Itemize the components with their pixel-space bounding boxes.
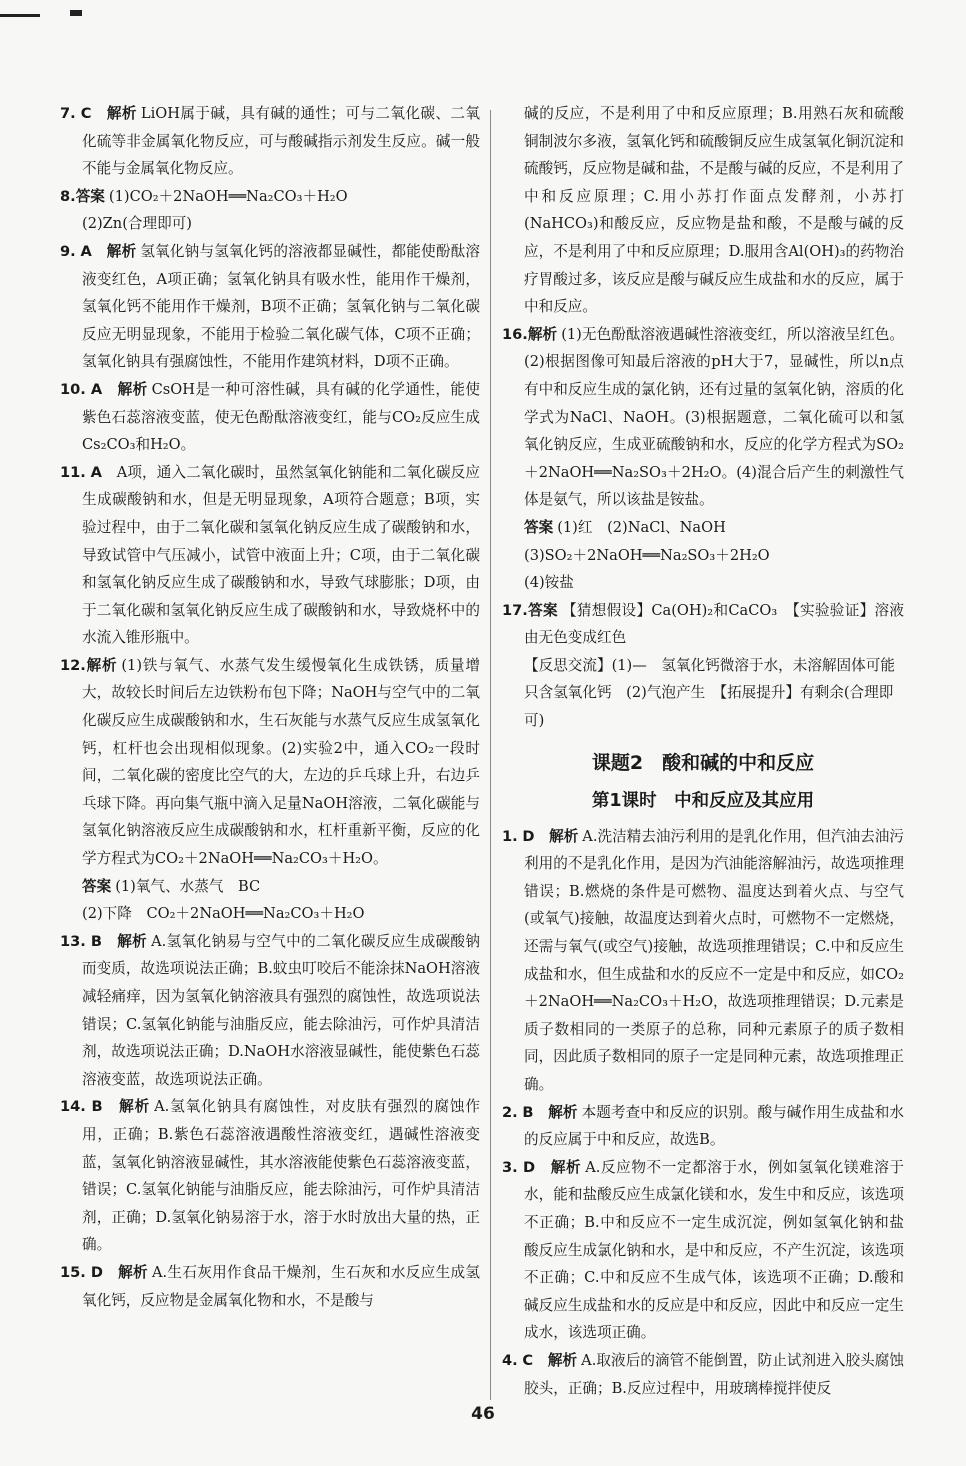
answer-entry <box>502 1347 904 1402</box>
question-number: 12. <box>60 656 86 674</box>
entry-group <box>502 823 904 1402</box>
section-title: 课题2 酸和碱的中和反应 <box>591 751 815 774</box>
question-number: 17. <box>502 601 528 619</box>
entry-text: A.取液后的滴管不能倒置，防止试剂进入胶头腐蚀胶头，正确；B.反应过程中，用玻璃棒搅拌使反 <box>524 1351 904 1397</box>
entry-text: 【猜想假设】Ca(OH)₂和CaCO₃ 【实验验证】溶液由无色变成红色 <box>524 601 904 647</box>
choice-letter: D <box>90 1263 103 1281</box>
answer-entry <box>502 597 904 652</box>
entry-text: LiOH属于碱，具有碱的通性；可与二氧化碳、二氧化硫等非金属氧化物反应，可与酸碱指示剂发生反应。碱一般不能与金属氧化物反应。 <box>82 105 480 178</box>
entry-label: 解析 <box>527 325 558 343</box>
entry-group <box>502 321 904 735</box>
question-number: 3. <box>502 1158 518 1176</box>
lesson-title: 第1课时 中和反应及其应用 <box>591 790 815 811</box>
entry-label: 解析 <box>85 656 118 674</box>
choice-letter: B <box>91 1098 103 1116</box>
answer-text: (1)红 (2)NaCl、NaOH <box>557 518 726 536</box>
right-column <box>502 100 904 1402</box>
answer-entry <box>502 823 904 1099</box>
page-number: 46 <box>471 1404 495 1424</box>
choice-letter: C <box>80 105 92 122</box>
entry-text: 氢氧化钠与氢氧化钙的溶液都显碱性，都能使酚酞溶液变红色，A项正确；氢氧化钠具有吸水性，能用作干燥剂，氢氧化钙不能用作干燥剂，B项不正确；氢氧化钠与二氧化碳反应无明显现象，不能用于检验二氧化碳气体，C项不正确；氢氧化钠具有强腐蚀性，不能用作建筑材料，D项不正确。 <box>82 242 480 371</box>
answer-entry <box>60 100 480 183</box>
choice-letter: B <box>522 1103 534 1121</box>
entry-text: (1)CO₂＋2NaOH══Na₂CO₃＋H₂O <box>108 187 348 205</box>
sub-answer-line: (2)Zn(合理即可) <box>82 215 192 233</box>
question-number: 1. <box>502 827 518 845</box>
answer-entry <box>60 1259 480 1314</box>
entry-label: 解析 <box>106 105 137 122</box>
choice-letter: A <box>80 242 92 260</box>
choice-letter: D <box>522 1158 536 1176</box>
question-number: 16. <box>502 325 528 343</box>
answer-entry <box>60 1093 480 1259</box>
question-number: 13. <box>60 932 86 950</box>
choice-letter: A <box>90 380 103 398</box>
entry-label: 解析 <box>117 932 148 950</box>
entry-text: CsOH是一种可溶性碱，具有碱的化学通性，能使紫色石蕊溶液变蓝，使无色酚酞溶液变红，能与CO₂反应生成Cs₂CO₃和H₂O。 <box>82 380 480 454</box>
entry-text: A.氢氧化钠具有腐蚀性，对皮肤有强烈的腐蚀作用，正确；B.紫色石蕊溶液遇酸性溶液变红，遇碱性溶液变蓝，氢氧化钠溶液显碱性，其水溶液能使紫色石蕊溶液变蓝，错误；C.氢氧化钠能与油脂反应，能去除油污，可作炉具清洁剂，正确；D.氢氧化钠易溶于水，溶于水时放出大量的热，正确。 <box>82 1098 480 1254</box>
entry-label: 解析 <box>548 1103 578 1121</box>
entry-label: 解析 <box>547 1351 578 1369</box>
choice-letter: D <box>522 827 535 845</box>
answer-entry <box>502 321 904 514</box>
answer-label: 答案 <box>82 877 112 895</box>
answer-entry <box>60 459 480 652</box>
entry-label: 答案 <box>527 601 558 619</box>
question-number: 2. <box>502 1103 518 1121</box>
question-number: 11. <box>60 463 86 481</box>
question-number: 7. <box>60 105 76 122</box>
answer-text: (1)氧气、水蒸气 BC <box>115 877 261 895</box>
left-column <box>60 100 480 1314</box>
answer-entry <box>502 1099 904 1154</box>
question-number: 10. <box>60 380 86 398</box>
entry-label: 解析 <box>117 380 148 398</box>
question-number: 8. <box>60 187 76 205</box>
entry-label: 解析 <box>119 1098 151 1116</box>
answer-line <box>502 514 904 542</box>
corner-mark <box>70 10 82 16</box>
answer-entry <box>60 376 480 459</box>
entry-continuation: 【反思交流】(1)— 氢氧化钙微溶于水，未溶解固体可能只含氢氧化钙 (2)气泡产生 【拓展提升】有剩余(合理即可) <box>524 656 895 730</box>
entry-text: A.反应物不一定都溶于水，例如氢氧化镁难溶于水，能和盐酸反应生成氯化镁和水，发生中和反应，该选项不正确；B.中和反应不一定生成沉淀，例如氢氧化钠和盐酸反应生成氯化钠和水，是中和反应，不产生沉淀，该选项不正确；C.中和反应不生成气体，该选项不正确；D.酸和碱反应生成盐和水的反应是中和反应，因此中和反应一定生成水，该选项正确。 <box>524 1158 904 1342</box>
entry-text: A.生石灰用作食品干燥剂，生石灰和水反应生成氢氧化钙，反应物是金属氧化物和水，不是酸与 <box>82 1263 480 1309</box>
sub-answer-line: (3)SO₂＋2NaOH══Na₂SO₃＋2H₂O <box>524 546 770 564</box>
question-number: 9. <box>60 242 76 260</box>
answer-line <box>60 873 480 901</box>
answer-entry <box>60 238 480 376</box>
entry-label: 解析 <box>118 1263 148 1281</box>
entry-text: 本题考查中和反应的识别。酸与碱作用生成盐和水的反应属于中和反应，故选B。 <box>524 1103 904 1149</box>
entry-label: 解析 <box>549 827 579 845</box>
entry-label: 答案 <box>75 187 105 205</box>
answer-label: 答案 <box>524 518 554 536</box>
continued-text: 碱的反应，不是利用了中和反应原理；B.用熟石灰和硫酸铜制波尔多液，氢氧化钙和硫酸铜反应生成氢氧化铜沉淀和硫酸钙，反应物是碱和盐，不是酸与碱的反应，不是利用了中和反应原理；C.用小苏打作面点发酵剂，小苏打(NaHCO₃)和酸反应，反应物是盐和酸，不是酸与碱的反应，不是利用了中和反应原理；D.服用含Al(OH)₃的药物治疗胃酸过多，该反应是酸与碱反应生成盐和水的反应，属于中和反应。 <box>524 105 904 316</box>
question-number: 14. <box>60 1098 86 1116</box>
entry-text: (1)无色酚酞溶液遇碱性溶液变红，所以溶液呈红色。(2)根据图像可知最后溶液的pH大于7，显碱性，所以n点有中和反应生成的氯化钠，还有过量的氢氧化钠，溶质的化学式为NaCl、NaOH。(3)根据题意，二氧化硫可以和氢氧化钠反应，生成亚硫酸钠和水，反应的化学方程式为SO₂＋2NaOH══Na₂SO₃＋2H₂O。(4)混合后产生的刺激性气体是氨气，所以该盐是铵盐。 <box>524 325 904 509</box>
entry-text: (1)铁与氧气、水蒸气发生缓慢氧化生成铁锈，质量增大，故较长时间后左边铁粉布包下降；NaOH与空气中的二氧化碳反应生成碳酸钠和水，生石灰能与水蒸气反应生成氢氧化钙，杠杆也会出现相似现象。(2)实验2中，通入CO₂一段时间，二氧化碳的密度比空气的大，左边的乒乓球上升，右边乒乓球下降。再向集气瓶中滴入足量NaOH溶液，二氧化碳能与氢氧化钠溶液反应生成碳酸钠和水，杠杆重新平衡，反应的化学方程式为CO₂＋2NaOH══Na₂CO₃＋H₂O。 <box>82 656 480 868</box>
entry-text: A.洗洁精去油污利用的是乳化作用，但汽油去油污利用的不是乳化作用，是因为汽油能溶解油污，故选项推理错误；B.燃烧的条件是可燃物、温度达到着火点、与空气(或氧气)接触，故温度达到着火点时，可燃物不一定燃烧，还需与氧气(或空气)接触，故选项推理错误；C.中和反应生成盐和水，但生成盐和水的反应不一定是中和反应，如CO₂＋2NaOH══Na₂CO₃＋H₂O，故选项推理错误；D.元素是质子数相同的一类原子的总称，同种元素原子的质子数相同，因此质子数相同的原子一定是同种元素，故选项推理正确。 <box>524 827 904 1093</box>
choice-letter: A <box>90 463 102 481</box>
corner-mark <box>0 14 40 17</box>
column-divider <box>490 110 491 1400</box>
choice-letter: B <box>90 932 102 950</box>
entry-label: 解析 <box>106 242 137 260</box>
question-number: 15. <box>60 1263 86 1281</box>
sub-answer-line: (4)铵盐 <box>524 574 574 592</box>
question-number: 4. <box>502 1351 518 1369</box>
entry-text: A项，通入二氧化碳时，虽然氢氧化钠能和二氧化碳反应生成碳酸钠和水，但是无明显现象，A项符合题意；B项，实验过程中，由于二氧化碳和氢氧化钠反应生成了碳酸钠和水，导致试管中气压减小，试管中液面上升；C项，由于二氧化碳和氢氧化钠反应生成了碳酸钠和水，导致气球膨胀；D项，由于二氧化碳和氢氧化钠反应生成了碳酸钠和水，导致烧杯中的水流入锥形瓶中。 <box>82 463 480 647</box>
choice-letter: C <box>522 1351 534 1369</box>
entry-text: A.氢氧化钠易与空气中的二氧化碳反应生成碳酸钠而变质，故选项说法正确；B.蚊虫叮咬后不能涂抹NaOH溶液减轻痛痒，因为氢氧化钠溶液具有强烈的腐蚀性，故选项说法错误；C.氢氧化钠能与油脂反应，能去除油污，可作炉具清洁剂，故选项说法正确；D.NaOH水溶液显碱性，能使紫色石蕊溶液变蓝，故选项说法正确。 <box>82 932 480 1088</box>
answer-entry <box>60 652 480 873</box>
answer-entry <box>60 928 480 1094</box>
answer-entry <box>60 183 480 211</box>
answer-entry <box>502 1154 904 1347</box>
sub-answer-line: (2)下降 CO₂＋2NaOH══Na₂CO₃＋H₂O <box>82 905 365 923</box>
entry-label: 解析 <box>550 1158 582 1176</box>
